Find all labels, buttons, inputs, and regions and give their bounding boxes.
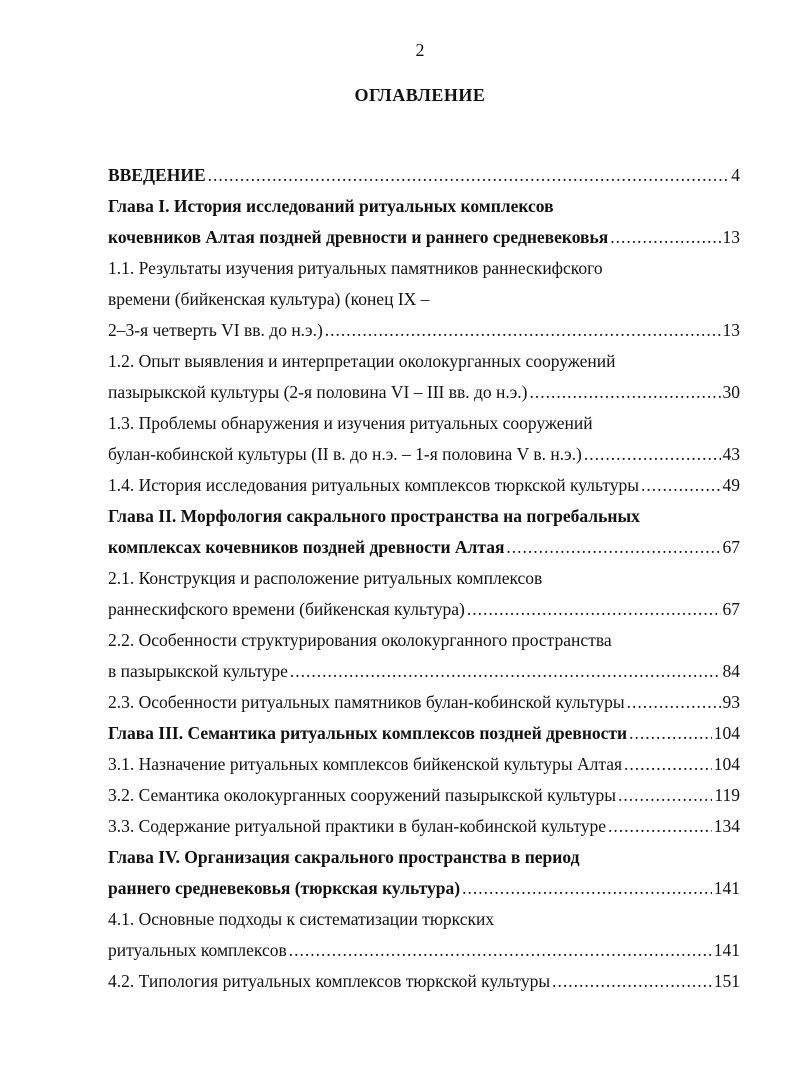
toc-entry-final-line: [108, 687, 740, 718]
dot-leader: [208, 160, 730, 191]
toc-entry-line: в пазырыкской культуре: [108, 661, 288, 681]
toc-entry-line: Глава II. Морфология сакрального пространства на погребальных: [108, 506, 640, 526]
toc-entry-final-line: [108, 222, 740, 253]
toc-page-number: 13: [722, 227, 740, 247]
toc-page-number: 67: [722, 599, 740, 619]
toc-section-entry: [108, 811, 740, 842]
dot-leader: [290, 656, 721, 687]
toc-page-number: 141: [713, 878, 740, 898]
toc-section-entry: [108, 470, 740, 501]
toc-entry-line: 1.3. Проблемы обнаружения и изучения ритуальных сооружений: [108, 413, 593, 433]
toc-entry-line: 2.1. Конструкция и расположение ритуальных комплексов: [108, 568, 543, 588]
toc-entry-line: Глава I. История исследований ритуальных комплексов: [108, 196, 554, 216]
toc-page-number: 93: [722, 692, 740, 712]
toc-entry-final-line: [108, 439, 740, 470]
toc-entry-line: ВВЕДЕНИЕ: [108, 165, 206, 185]
dot-leader: [467, 594, 721, 625]
toc-entry-line: 3.1. Назначение ритуальных комплексов бийкенской культуры Алтая: [108, 754, 623, 774]
toc-section-entry: [108, 625, 740, 687]
toc-entry-final-line: [108, 873, 740, 904]
toc-entry-line: пазырыкской культуры (2-я половина VI – III вв. до н.э.): [108, 382, 528, 402]
dot-leader: [608, 811, 712, 842]
toc-entry-line: 4.1. Основные подходы к систематизации тюркских: [108, 909, 495, 929]
dot-leader: [584, 439, 721, 470]
toc-section-entry: [108, 966, 740, 997]
page-title: ОГЛАВЛЕНИЕ: [354, 85, 486, 105]
toc-page-number: 104: [713, 754, 740, 774]
toc-section-entry: [108, 563, 740, 625]
toc-chapter-entry: [108, 718, 740, 749]
toc-entry-line: булан-кобинской культуры (II в. до н.э. – 1-я половина V в. н.э.): [108, 444, 582, 464]
toc-chapter-entry: [108, 191, 740, 253]
toc-entry-final-line: [108, 315, 740, 346]
toc-entry-final-line: [108, 377, 740, 408]
dot-leader: [624, 749, 712, 780]
dot-leader: [530, 377, 721, 408]
toc-page-number: 104: [713, 723, 740, 743]
table-of-contents: [108, 160, 740, 997]
toc-section-entry: [108, 687, 740, 718]
dot-leader: [506, 532, 720, 563]
dot-leader: [641, 470, 720, 501]
toc-entry-line: комплексах кочевников поздней древности Алтая: [108, 537, 505, 557]
toc-chapter-entry: [108, 501, 740, 563]
toc-entry-line: 1.4. История исследования ритуальных комплексов тюркской культуры: [108, 475, 640, 495]
dot-leader: [462, 873, 712, 904]
toc-entry-line: 3.3. Содержание ритуальной практики в булан-кобинской культуре: [108, 816, 607, 836]
toc-chapter-entry: [108, 160, 740, 191]
toc-entry-line: Глава III. Семантика ритуальных комплексов поздней древности: [108, 723, 628, 743]
toc-entry-line: ритуальных комплексов: [108, 940, 287, 960]
page-number: 2: [415, 40, 425, 60]
toc-page-number: 13: [722, 320, 740, 340]
dot-leader: [627, 687, 721, 718]
dot-leader: [610, 222, 720, 253]
toc-section-entry: [108, 749, 740, 780]
toc-chapter-entry: [108, 842, 740, 904]
toc-entry-line: Глава IV. Организация сакрального пространства в период: [108, 847, 580, 867]
toc-page-number: 141: [713, 940, 740, 960]
toc-entry-line: времени (бийкенская культура) (конец IX –: [108, 289, 430, 309]
toc-entry-final-line: [108, 780, 740, 811]
toc-page-number: 151: [713, 971, 740, 991]
dot-leader: [325, 315, 721, 346]
toc-page-number: 67: [722, 537, 740, 557]
dot-leader: [618, 780, 712, 811]
toc-entry-line: 4.2. Типология ритуальных комплексов тюркской культуры: [108, 971, 551, 991]
toc-entry-line: кочевников Алтая поздней древности и раннего средневековья: [108, 227, 609, 247]
toc-entry-final-line: [108, 935, 740, 966]
toc-section-entry: [108, 780, 740, 811]
toc-section-entry: [108, 904, 740, 966]
toc-page-number: 49: [722, 475, 740, 495]
toc-entry-line: 2–3-я четверть VI вв. до н.э.): [108, 320, 323, 340]
toc-entry-final-line: [108, 532, 740, 563]
toc-page-number: 119: [714, 785, 740, 805]
toc-entry-line: 2.3. Особенности ритуальных памятников булан-кобинской культуры: [108, 692, 625, 712]
toc-section-entry: [108, 253, 740, 346]
toc-page-number: 43: [722, 444, 740, 464]
toc-entry-final-line: [108, 470, 740, 501]
toc-entry-line: 2.2. Особенности структурирования околокурганного пространства: [108, 630, 612, 650]
dot-leader: [552, 966, 712, 997]
toc-entry-line: 1.1. Результаты изучения ритуальных памятников раннескифского: [108, 258, 603, 278]
toc-page-number: 4: [731, 165, 740, 185]
toc-section-entry: [108, 346, 740, 408]
toc-section-entry: [108, 408, 740, 470]
toc-page-number: 30: [722, 382, 740, 402]
toc-page-number: 84: [722, 661, 740, 681]
toc-entry-line: 3.2. Семантика околокурганных сооружений пазырыкской культуры: [108, 785, 617, 805]
toc-entry-final-line: [108, 656, 740, 687]
toc-page-number: 134: [713, 816, 740, 836]
toc-entry-final-line: [108, 811, 740, 842]
dot-leader: [289, 935, 712, 966]
toc-entry-line: раннего средневековья (тюркская культура): [108, 878, 461, 898]
toc-entry-line: раннескифского времени (бийкенская культура): [108, 599, 465, 619]
toc-entry-final-line: [108, 160, 740, 191]
toc-entry-final-line: [108, 718, 740, 749]
dot-leader: [629, 718, 712, 749]
toc-entry-final-line: [108, 594, 740, 625]
toc-entry-final-line: [108, 966, 740, 997]
toc-entry-final-line: [108, 749, 740, 780]
toc-entry-line: 1.2. Опыт выявления и интерпретации околокурганных сооружений: [108, 351, 616, 371]
